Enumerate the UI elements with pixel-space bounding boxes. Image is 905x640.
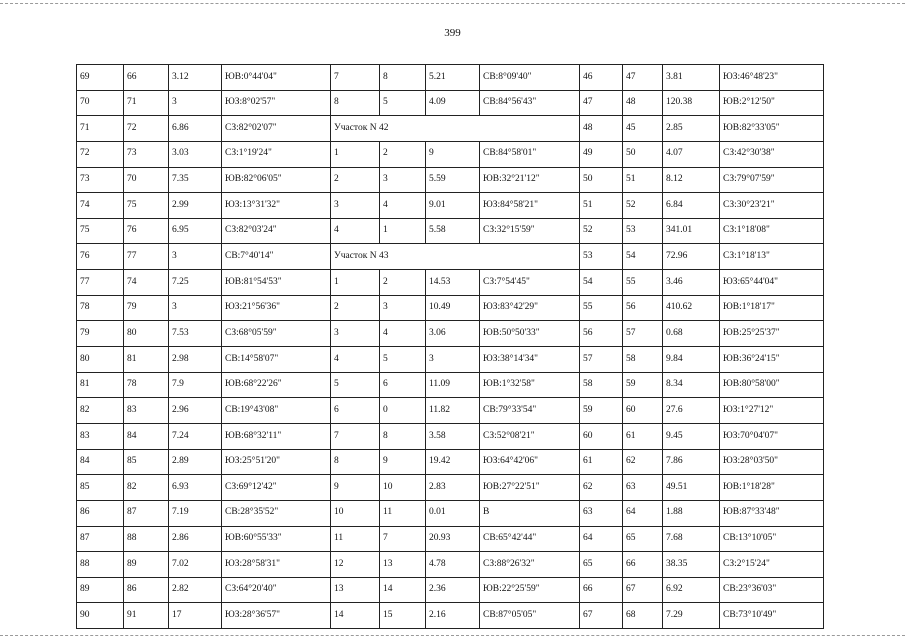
mid-length-cell: 4.09 bbox=[426, 90, 480, 116]
mid-point-to-cell: 4 bbox=[380, 321, 426, 347]
mid-point-from-cell: 10 bbox=[331, 500, 380, 526]
mid-point-from-cell: 12 bbox=[331, 552, 380, 578]
right-length-cell: 6.84 bbox=[663, 193, 720, 219]
mid-length-cell: 2.36 bbox=[426, 577, 480, 603]
mid-length-cell: 0.01 bbox=[426, 500, 480, 526]
right-point-to-cell: 54 bbox=[623, 244, 663, 270]
right-bearing-cell: СЗ:79°07'59" bbox=[720, 167, 824, 193]
left-point-to-cell: 70 bbox=[124, 167, 169, 193]
left-point-to-cell: 77 bbox=[124, 244, 169, 270]
right-point-from-cell: 56 bbox=[580, 321, 623, 347]
mid-point-to-cell: 1 bbox=[380, 218, 426, 244]
right-point-from-cell: 59 bbox=[580, 398, 623, 424]
right-bearing-cell: ЮЗ:65°44'04" bbox=[720, 270, 824, 296]
mid-bearing-cell: СВ:65°42'44" bbox=[480, 526, 580, 552]
right-bearing-cell: ЮВ:87°33'48" bbox=[720, 500, 824, 526]
table-row bbox=[77, 423, 824, 449]
left-point-from-cell: 85 bbox=[77, 475, 124, 501]
right-point-from-cell: 48 bbox=[580, 116, 623, 142]
left-bearing-cell: СЗ:68°05'59" bbox=[222, 321, 331, 347]
mid-bearing-cell: ЮЗ:64°42'06" bbox=[480, 449, 580, 475]
table-row bbox=[77, 141, 824, 167]
left-point-to-cell: 88 bbox=[124, 526, 169, 552]
left-point-from-cell: 80 bbox=[77, 347, 124, 373]
right-point-from-cell: 53 bbox=[580, 244, 623, 270]
left-length-cell: 2.99 bbox=[169, 193, 222, 219]
right-point-to-cell: 63 bbox=[623, 475, 663, 501]
right-bearing-cell: ЮВ:80°58'00" bbox=[720, 372, 824, 398]
left-bearing-cell: ЮЗ:28°36'57" bbox=[222, 603, 331, 629]
mid-bearing-cell: СЗ:52°08'21" bbox=[480, 423, 580, 449]
left-point-to-cell: 86 bbox=[124, 577, 169, 603]
right-bearing-cell: ЮЗ:70°04'07" bbox=[720, 423, 824, 449]
left-bearing-cell: СЗ:82°03'24" bbox=[222, 218, 331, 244]
left-length-cell: 17 bbox=[169, 603, 222, 629]
right-bearing-cell: ЮЗ:1°27'12" bbox=[720, 398, 824, 424]
mid-bearing-cell: В bbox=[480, 500, 580, 526]
mid-point-to-cell: 3 bbox=[380, 295, 426, 321]
right-bearing-cell: ЮЗ:46°48'23" bbox=[720, 65, 824, 91]
mid-bearing-cell: ЮВ:32°21'12" bbox=[480, 167, 580, 193]
mid-point-from-cell: 5 bbox=[331, 372, 380, 398]
mid-point-from-cell: 2 bbox=[331, 295, 380, 321]
mid-point-to-cell: 8 bbox=[380, 423, 426, 449]
mid-point-from-cell: 13 bbox=[331, 577, 380, 603]
mid-length-cell: 5.58 bbox=[426, 218, 480, 244]
left-point-to-cell: 85 bbox=[124, 449, 169, 475]
mid-point-from-cell: 1 bbox=[331, 270, 380, 296]
left-bearing-cell: ЮЗ:13°31'32" bbox=[222, 193, 331, 219]
mid-length-cell: 2.16 bbox=[426, 603, 480, 629]
left-point-from-cell: 86 bbox=[77, 500, 124, 526]
mid-point-from-cell: 14 bbox=[331, 603, 380, 629]
left-point-to-cell: 76 bbox=[124, 218, 169, 244]
mid-point-from-cell: 7 bbox=[331, 423, 380, 449]
left-bearing-cell: ЮВ:68°22'26" bbox=[222, 372, 331, 398]
right-point-to-cell: 60 bbox=[623, 398, 663, 424]
mid-bearing-cell: ЮВ:22°25'59" bbox=[480, 577, 580, 603]
right-length-cell: 4.07 bbox=[663, 141, 720, 167]
left-point-to-cell: 75 bbox=[124, 193, 169, 219]
mid-point-from-cell: 1 bbox=[331, 141, 380, 167]
left-bearing-cell: СЗ:64°20'40" bbox=[222, 577, 331, 603]
mid-point-from-cell: 2 bbox=[331, 167, 380, 193]
mid-point-to-cell: 7 bbox=[380, 526, 426, 552]
right-point-to-cell: 57 bbox=[623, 321, 663, 347]
right-length-cell: 0.68 bbox=[663, 321, 720, 347]
top-scan-edge bbox=[0, 3, 905, 4]
table-row bbox=[77, 526, 824, 552]
table-row bbox=[77, 372, 824, 398]
table-row bbox=[77, 193, 824, 219]
mid-bearing-cell: СВ:87°05'05" bbox=[480, 603, 580, 629]
left-point-from-cell: 71 bbox=[77, 116, 124, 142]
right-bearing-cell: СЗ:1°18'13" bbox=[720, 244, 824, 270]
right-point-to-cell: 64 bbox=[623, 500, 663, 526]
right-bearing-cell: ЮЗ:28°03'50" bbox=[720, 449, 824, 475]
left-length-cell: 6.93 bbox=[169, 475, 222, 501]
table-row bbox=[77, 347, 824, 373]
left-point-from-cell: 78 bbox=[77, 295, 124, 321]
mid-point-from-cell: 11 bbox=[331, 526, 380, 552]
right-point-to-cell: 53 bbox=[623, 218, 663, 244]
right-point-to-cell: 51 bbox=[623, 167, 663, 193]
left-point-from-cell: 72 bbox=[77, 141, 124, 167]
right-length-cell: 1.88 bbox=[663, 500, 720, 526]
left-point-to-cell: 84 bbox=[124, 423, 169, 449]
right-length-cell: 8.34 bbox=[663, 372, 720, 398]
left-bearing-cell: СЗ:1°19'24" bbox=[222, 141, 331, 167]
right-point-from-cell: 57 bbox=[580, 347, 623, 373]
left-point-from-cell: 74 bbox=[77, 193, 124, 219]
left-point-from-cell: 79 bbox=[77, 321, 124, 347]
mid-point-to-cell: 9 bbox=[380, 449, 426, 475]
left-bearing-cell: ЮВ:82°06'05" bbox=[222, 167, 331, 193]
right-length-cell: 410.62 bbox=[663, 295, 720, 321]
mid-bearing-cell: ЮВ:27°22'51" bbox=[480, 475, 580, 501]
mid-point-from-cell: 4 bbox=[331, 218, 380, 244]
right-point-to-cell: 66 bbox=[623, 552, 663, 578]
left-point-from-cell: 75 bbox=[77, 218, 124, 244]
table-row bbox=[77, 398, 824, 424]
table-row bbox=[77, 500, 824, 526]
mid-point-to-cell: 6 bbox=[380, 372, 426, 398]
right-length-cell: 120.38 bbox=[663, 90, 720, 116]
mid-point-to-cell: 5 bbox=[380, 90, 426, 116]
right-length-cell: 2.85 bbox=[663, 116, 720, 142]
left-point-from-cell: 82 bbox=[77, 398, 124, 424]
left-point-from-cell: 89 bbox=[77, 577, 124, 603]
left-point-from-cell: 73 bbox=[77, 167, 124, 193]
boundary-coordinates-table bbox=[76, 64, 824, 629]
table-row bbox=[77, 90, 824, 116]
page-number: 399 bbox=[444, 27, 461, 39]
left-point-to-cell: 66 bbox=[124, 65, 169, 91]
left-point-from-cell: 81 bbox=[77, 372, 124, 398]
right-bearing-cell: ЮВ:25°25'37" bbox=[720, 321, 824, 347]
left-point-to-cell: 72 bbox=[124, 116, 169, 142]
right-point-to-cell: 59 bbox=[623, 372, 663, 398]
left-point-from-cell: 84 bbox=[77, 449, 124, 475]
mid-length-cell: 5.21 bbox=[426, 65, 480, 91]
right-point-from-cell: 65 bbox=[580, 552, 623, 578]
mid-length-cell: 9.01 bbox=[426, 193, 480, 219]
mid-point-from-cell: 6 bbox=[331, 398, 380, 424]
mid-length-cell: 11.82 bbox=[426, 398, 480, 424]
mid-point-from-cell: 3 bbox=[331, 193, 380, 219]
left-length-cell: 6.86 bbox=[169, 116, 222, 142]
mid-length-cell: 3.06 bbox=[426, 321, 480, 347]
right-length-cell: 38.35 bbox=[663, 552, 720, 578]
right-point-from-cell: 67 bbox=[580, 603, 623, 629]
right-point-from-cell: 58 bbox=[580, 372, 623, 398]
mid-bearing-cell: СВ:84°58'01" bbox=[480, 141, 580, 167]
right-bearing-cell: СЗ:2°15'24" bbox=[720, 552, 824, 578]
right-point-to-cell: 45 bbox=[623, 116, 663, 142]
mid-point-to-cell: 8 bbox=[380, 65, 426, 91]
left-point-to-cell: 71 bbox=[124, 90, 169, 116]
left-length-cell: 7.9 bbox=[169, 372, 222, 398]
left-point-to-cell: 82 bbox=[124, 475, 169, 501]
right-point-from-cell: 46 bbox=[580, 65, 623, 91]
mid-bearing-cell: ЮЗ:38°14'34" bbox=[480, 347, 580, 373]
mid-point-to-cell: 10 bbox=[380, 475, 426, 501]
left-bearing-cell: СВ:14°58'07" bbox=[222, 347, 331, 373]
left-bearing-cell: СВ:7°40'14" bbox=[222, 244, 331, 270]
left-point-to-cell: 81 bbox=[124, 347, 169, 373]
left-point-from-cell: 77 bbox=[77, 270, 124, 296]
left-point-from-cell: 70 bbox=[77, 90, 124, 116]
left-point-from-cell: 69 bbox=[77, 65, 124, 91]
mid-bearing-cell: СВ:79°33'54" bbox=[480, 398, 580, 424]
mid-point-from-cell: 9 bbox=[331, 475, 380, 501]
left-length-cell: 2.86 bbox=[169, 526, 222, 552]
mid-length-cell: 3 bbox=[426, 347, 480, 373]
mid-point-from-cell: 4 bbox=[331, 347, 380, 373]
mid-length-cell: 20.93 bbox=[426, 526, 480, 552]
left-point-from-cell: 88 bbox=[77, 552, 124, 578]
left-bearing-cell: ЮЗ:8°02'57" bbox=[222, 90, 331, 116]
left-length-cell: 3.12 bbox=[169, 65, 222, 91]
left-length-cell: 2.89 bbox=[169, 449, 222, 475]
left-point-to-cell: 80 bbox=[124, 321, 169, 347]
left-length-cell: 7.25 bbox=[169, 270, 222, 296]
left-length-cell: 7.19 bbox=[169, 500, 222, 526]
left-point-from-cell: 76 bbox=[77, 244, 124, 270]
left-point-to-cell: 74 bbox=[124, 270, 169, 296]
left-length-cell: 2.96 bbox=[169, 398, 222, 424]
right-length-cell: 6.92 bbox=[663, 577, 720, 603]
left-point-to-cell: 91 bbox=[124, 603, 169, 629]
right-point-from-cell: 51 bbox=[580, 193, 623, 219]
left-length-cell: 7.24 bbox=[169, 423, 222, 449]
right-point-from-cell: 52 bbox=[580, 218, 623, 244]
mid-point-to-cell: 15 bbox=[380, 603, 426, 629]
right-length-cell: 7.86 bbox=[663, 449, 720, 475]
left-length-cell: 7.02 bbox=[169, 552, 222, 578]
table-row bbox=[77, 577, 824, 603]
table-row bbox=[77, 167, 824, 193]
mid-bearing-cell: ЮВ:50°50'33" bbox=[480, 321, 580, 347]
left-point-from-cell: 83 bbox=[77, 423, 124, 449]
right-length-cell: 7.29 bbox=[663, 603, 720, 629]
right-point-from-cell: 47 bbox=[580, 90, 623, 116]
left-bearing-cell: ЮВ:60°55'33" bbox=[222, 526, 331, 552]
mid-bearing-cell: СВ:84°56'43" bbox=[480, 90, 580, 116]
mid-bearing-cell: СЗ:32°15'59" bbox=[480, 218, 580, 244]
left-bearing-cell: ЮВ:81°54'53" bbox=[222, 270, 331, 296]
mid-point-from-cell: 8 bbox=[331, 90, 380, 116]
right-point-from-cell: 49 bbox=[580, 141, 623, 167]
mid-length-cell: 2.83 bbox=[426, 475, 480, 501]
mid-point-to-cell: 2 bbox=[380, 270, 426, 296]
mid-point-to-cell: 13 bbox=[380, 552, 426, 578]
table-row bbox=[77, 475, 824, 501]
left-point-to-cell: 87 bbox=[124, 500, 169, 526]
table-row bbox=[77, 321, 824, 347]
mid-length-cell: 5.59 bbox=[426, 167, 480, 193]
left-point-to-cell: 89 bbox=[124, 552, 169, 578]
mid-point-to-cell: 4 bbox=[380, 193, 426, 219]
right-point-to-cell: 47 bbox=[623, 65, 663, 91]
mid-bearing-cell: ЮЗ:84°58'21" bbox=[480, 193, 580, 219]
left-bearing-cell: ЮВ:68°32'11" bbox=[222, 423, 331, 449]
left-bearing-cell: СВ:19°43'08" bbox=[222, 398, 331, 424]
mid-bearing-cell: СВ:8°09'40" bbox=[480, 65, 580, 91]
right-length-cell: 3.81 bbox=[663, 65, 720, 91]
right-bearing-cell: ЮВ:2°12'50" bbox=[720, 90, 824, 116]
left-point-to-cell: 73 bbox=[124, 141, 169, 167]
left-length-cell: 3 bbox=[169, 90, 222, 116]
mid-length-cell: 19.42 bbox=[426, 449, 480, 475]
right-point-to-cell: 68 bbox=[623, 603, 663, 629]
section-heading: Участок N 43 bbox=[331, 244, 580, 270]
table-row bbox=[77, 244, 824, 270]
right-bearing-cell: СВ:23°36'03" bbox=[720, 577, 824, 603]
left-point-to-cell: 83 bbox=[124, 398, 169, 424]
right-length-cell: 9.45 bbox=[663, 423, 720, 449]
left-length-cell: 3 bbox=[169, 244, 222, 270]
left-bearing-cell: СВ:28°35'52" bbox=[222, 500, 331, 526]
mid-length-cell: 3.58 bbox=[426, 423, 480, 449]
mid-point-from-cell: 7 bbox=[331, 65, 380, 91]
right-point-to-cell: 48 bbox=[623, 90, 663, 116]
mid-length-cell: 11.09 bbox=[426, 372, 480, 398]
right-point-from-cell: 64 bbox=[580, 526, 623, 552]
mid-bearing-cell: СЗ:88°26'32" bbox=[480, 552, 580, 578]
mid-length-cell: 9 bbox=[426, 141, 480, 167]
table-row bbox=[77, 218, 824, 244]
right-point-from-cell: 54 bbox=[580, 270, 623, 296]
left-length-cell: 2.82 bbox=[169, 577, 222, 603]
left-bearing-cell: ЮЗ:25°51'20" bbox=[222, 449, 331, 475]
table-row bbox=[77, 603, 824, 629]
left-bearing-cell: СЗ:82°02'07" bbox=[222, 116, 331, 142]
right-length-cell: 3.46 bbox=[663, 270, 720, 296]
left-bearing-cell: ЮЗ:21°56'36" bbox=[222, 295, 331, 321]
table-row bbox=[77, 449, 824, 475]
table-row bbox=[77, 116, 824, 142]
right-bearing-cell: ЮВ:1°18'17" bbox=[720, 295, 824, 321]
right-length-cell: 7.68 bbox=[663, 526, 720, 552]
right-length-cell: 9.84 bbox=[663, 347, 720, 373]
right-point-from-cell: 62 bbox=[580, 475, 623, 501]
right-point-to-cell: 56 bbox=[623, 295, 663, 321]
right-bearing-cell: ЮВ:82°33'05" bbox=[720, 116, 824, 142]
right-length-cell: 8.12 bbox=[663, 167, 720, 193]
left-bearing-cell: ЮЗ:28°58'31" bbox=[222, 552, 331, 578]
left-length-cell: 3.03 bbox=[169, 141, 222, 167]
mid-bearing-cell: СЗ:7°54'45" bbox=[480, 270, 580, 296]
mid-length-cell: 4.78 bbox=[426, 552, 480, 578]
right-point-to-cell: 58 bbox=[623, 347, 663, 373]
mid-point-to-cell: 14 bbox=[380, 577, 426, 603]
mid-length-cell: 10.49 bbox=[426, 295, 480, 321]
table-row bbox=[77, 270, 824, 296]
left-point-to-cell: 79 bbox=[124, 295, 169, 321]
right-bearing-cell: СЗ:30°23'21" bbox=[720, 193, 824, 219]
right-point-to-cell: 65 bbox=[623, 526, 663, 552]
left-bearing-cell: ЮВ:0°44'04" bbox=[222, 65, 331, 91]
right-point-to-cell: 55 bbox=[623, 270, 663, 296]
right-point-from-cell: 55 bbox=[580, 295, 623, 321]
right-point-to-cell: 52 bbox=[623, 193, 663, 219]
left-point-from-cell: 90 bbox=[77, 603, 124, 629]
right-point-from-cell: 61 bbox=[580, 449, 623, 475]
table-row bbox=[77, 65, 824, 91]
right-point-from-cell: 63 bbox=[580, 500, 623, 526]
mid-bearing-cell: ЮВ:1°32'58" bbox=[480, 372, 580, 398]
bottom-scan-edge bbox=[0, 635, 905, 636]
right-length-cell: 341.01 bbox=[663, 218, 720, 244]
right-length-cell: 72.96 bbox=[663, 244, 720, 270]
mid-point-to-cell: 3 bbox=[380, 167, 426, 193]
right-bearing-cell: СВ:73°10'49" bbox=[720, 603, 824, 629]
left-length-cell: 3 bbox=[169, 295, 222, 321]
left-point-to-cell: 78 bbox=[124, 372, 169, 398]
mid-point-from-cell: 3 bbox=[331, 321, 380, 347]
section-heading: Участок N 42 bbox=[331, 116, 580, 142]
right-bearing-cell: ЮВ:1°18'28" bbox=[720, 475, 824, 501]
right-length-cell: 27.6 bbox=[663, 398, 720, 424]
mid-point-to-cell: 0 bbox=[380, 398, 426, 424]
right-bearing-cell: СЗ:42°30'38" bbox=[720, 141, 824, 167]
left-length-cell: 2.98 bbox=[169, 347, 222, 373]
mid-point-to-cell: 11 bbox=[380, 500, 426, 526]
right-bearing-cell: ЮВ:36°24'15" bbox=[720, 347, 824, 373]
mid-point-from-cell: 8 bbox=[331, 449, 380, 475]
left-point-from-cell: 87 bbox=[77, 526, 124, 552]
right-point-from-cell: 60 bbox=[580, 423, 623, 449]
left-length-cell: 6.95 bbox=[169, 218, 222, 244]
right-bearing-cell: СВ:13°10'05" bbox=[720, 526, 824, 552]
right-length-cell: 49.51 bbox=[663, 475, 720, 501]
mid-point-to-cell: 5 bbox=[380, 347, 426, 373]
left-length-cell: 7.53 bbox=[169, 321, 222, 347]
right-point-to-cell: 67 bbox=[623, 577, 663, 603]
mid-length-cell: 14.53 bbox=[426, 270, 480, 296]
right-point-from-cell: 50 bbox=[580, 167, 623, 193]
right-point-to-cell: 62 bbox=[623, 449, 663, 475]
right-bearing-cell: СЗ:1°18'08" bbox=[720, 218, 824, 244]
table-row bbox=[77, 552, 824, 578]
left-bearing-cell: СЗ:69°12'42" bbox=[222, 475, 331, 501]
right-point-to-cell: 50 bbox=[623, 141, 663, 167]
left-length-cell: 7.35 bbox=[169, 167, 222, 193]
mid-point-to-cell: 2 bbox=[380, 141, 426, 167]
table-body bbox=[77, 65, 824, 629]
right-point-from-cell: 66 bbox=[580, 577, 623, 603]
right-point-to-cell: 61 bbox=[623, 423, 663, 449]
mid-bearing-cell: ЮЗ:83°42'29" bbox=[480, 295, 580, 321]
table-row bbox=[77, 295, 824, 321]
